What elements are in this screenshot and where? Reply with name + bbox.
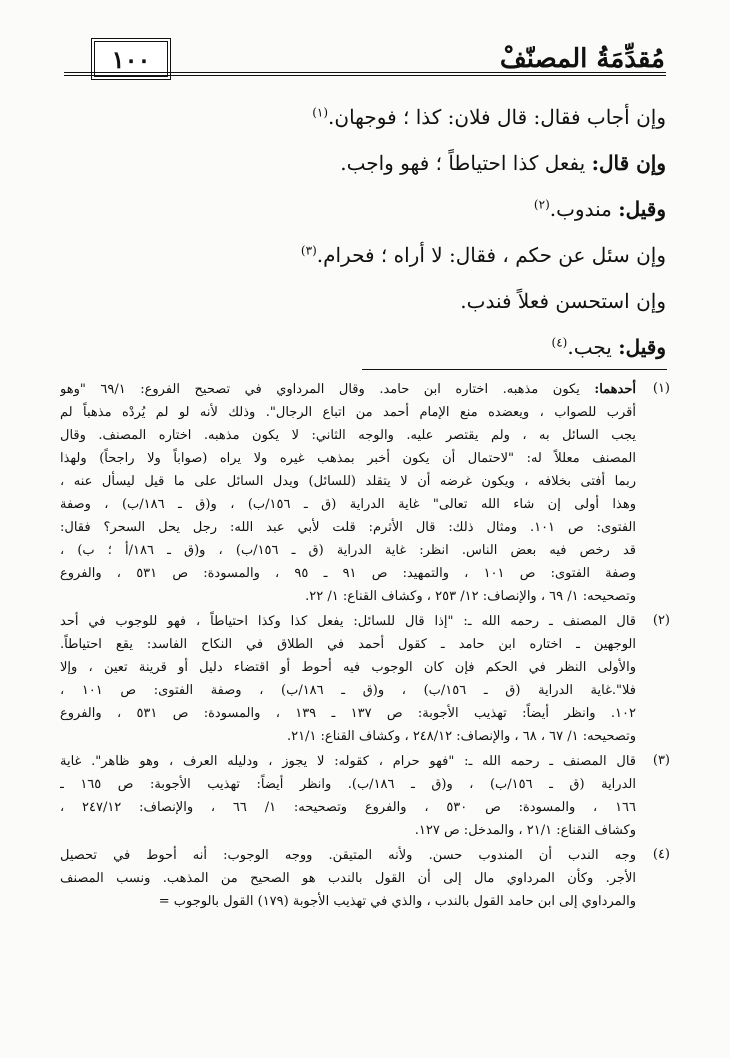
footnote bbox=[60, 378, 670, 608]
footnote-line bbox=[60, 516, 636, 539]
footnote-body bbox=[60, 750, 636, 842]
line-text: يفعل كذا احتياطاً ؛ فهو واجب. bbox=[340, 151, 592, 175]
footnote-line bbox=[60, 702, 636, 725]
footnote-line bbox=[60, 819, 636, 842]
footnote-line bbox=[60, 844, 636, 867]
footnote-text: يكون مذهبه. اختاره ابن حامد. وقال المرداوي في تصحيح الفروع: ٦٩/١ "وهو bbox=[60, 382, 595, 397]
footnote-line bbox=[60, 447, 636, 470]
line-text: مندوب. bbox=[549, 197, 619, 221]
footnote-marker[interactable]: (٢) bbox=[533, 197, 550, 212]
footnote-number: (٢) bbox=[652, 613, 670, 628]
main-line bbox=[100, 278, 666, 324]
footnote-line bbox=[60, 633, 636, 656]
footnote-text: الفتوى: ص ١٠١. ومثال ذلك: قال الأثرم: قلت لأبي عبد الله: رجل يحل السحر؟ فقال: bbox=[60, 520, 636, 535]
footnote-line bbox=[60, 470, 636, 493]
footnote-text: وكشاف القناع: ٢١/١ ، والمدخل: ص ١٢٧. bbox=[414, 823, 636, 838]
line-text: وإن أجاب فقال: قال فلان: كذا ؛ فوجهان. bbox=[328, 105, 666, 129]
line-lead: وقيل: bbox=[618, 197, 666, 221]
footnote-marker[interactable]: (١) bbox=[312, 105, 329, 120]
footnote-text: قال المصنف ـ رحمه الله ـ: "إذا قال للسائل: يفعل كذا وكذا احتياطاً ، فهو للوجوب في أحد bbox=[60, 614, 636, 629]
main-text bbox=[100, 94, 666, 370]
footnote-number: (٤) bbox=[652, 847, 670, 862]
footnote-text: وجه الندب أن المندوب حسن. ولأنه المتيقن. ووجه الوجوب: أنه أحوط في تحصيل bbox=[60, 848, 636, 863]
footnote-line bbox=[60, 679, 636, 702]
footnotes bbox=[60, 378, 670, 915]
main-line bbox=[100, 324, 666, 370]
running-title: مُقدِّمَةُ المصنّفْ bbox=[499, 44, 665, 74]
footnote-lead: أحدهما: bbox=[594, 382, 636, 397]
footnote-text: ربما أفتى بخلافه ، ويكون غرضه أن لا يتقلد (للسائل) ويدل السائل على ما قيل ليسأل عنه ، bbox=[60, 474, 636, 489]
footnote-text: الوجهين ـ اختاره ابن حامد ـ كقول أحمد في الطلاق في النكاح الفاسد: يقع احتياطاً. bbox=[60, 637, 636, 652]
footnote-line bbox=[60, 539, 636, 562]
footnote-number: (٣) bbox=[652, 753, 670, 768]
footnote-line bbox=[60, 562, 636, 585]
footnote-separator bbox=[362, 369, 667, 370]
header-rule bbox=[64, 72, 666, 76]
footnote-line bbox=[60, 585, 636, 608]
footnote-marker[interactable]: (٤) bbox=[551, 335, 568, 350]
footnote-text: وصفة الفتوى: ص ١٠١ ، والتمهيد: ص ٩١ ـ ٩٥ ، والمسودة: ص ٥٣١ ، والفروع bbox=[60, 566, 636, 581]
main-line bbox=[100, 186, 666, 232]
footnote-line bbox=[60, 890, 636, 913]
footnote-text: أقرب للصواب ، ويعضده منع الإمام أحمد من اتباع الرجال". وذلك لأنه لو لم يُردْه مذهباً لم bbox=[60, 405, 636, 420]
footnote bbox=[60, 750, 670, 842]
footnote-body bbox=[60, 610, 636, 748]
line-text: وإن سئل عن حكم ، فقال: لا أراه ؛ فحرام. bbox=[316, 243, 666, 267]
footnote-body bbox=[60, 378, 636, 608]
footnote-text: قال المصنف ـ رحمه الله ـ: "فهو حرام ، كقوله: لا يجوز ، ودليله العرف ، وهو ظاهر". غاية bbox=[60, 754, 636, 769]
footnote-text: ١٦٦ ، والمسودة: ص ٥٣٠ ، والفروع وتصحيحه: ١/ ٦٦ ، والإنصاف: ٢٤٧/١٢ ، bbox=[60, 800, 636, 815]
footnote-text: الأجر. وكأن المرداوي مال إلى أن القول بالندب هو الصحيح من المذهب. ونسب المصنف bbox=[60, 871, 636, 886]
footnote bbox=[60, 844, 670, 913]
footnote-number: (١) bbox=[652, 381, 670, 396]
footnote-line bbox=[60, 656, 636, 679]
footnote-text: وتصحيحه: ١/ ٦٩ ، والإنصاف: ١٢/ ٢٥٣ ، وكشاف القناع: ١/ ٢٢. bbox=[305, 589, 636, 604]
footnote-line bbox=[60, 424, 636, 447]
footnote-marker[interactable]: (٣) bbox=[300, 243, 317, 258]
footnote-line bbox=[60, 750, 636, 773]
line-lead: وقيل: bbox=[618, 335, 666, 359]
footnote-text: والمرداوي إلى ابن حامد القول بالندب ، والذي في تهذيب الأجوبة (١٧٩) القول بالوجوب = bbox=[158, 894, 636, 909]
footnote-text: الدراية (ق ـ ١٥٦/ب) ، و(ق ـ ١٨٦/ب). وانظر أيضاً: تهذيب الأجوبة: ص ١٦٥ ـ bbox=[60, 777, 636, 792]
line-text: يجب. bbox=[567, 335, 619, 359]
footnote-text: قد رخص فيه بعض الناس. انظر: غاية الدراية (ق ـ ١٥٦/ب) ، و(ق ـ ١٨٦/أ ؛ ب) ، bbox=[60, 543, 636, 558]
footnote-text: يجب السائل به ، ولم يقتصر عليه. والوجه الثاني: لا يكون مذهبه. اختاره المصنف. وقال bbox=[60, 428, 636, 443]
page-number: ١٠٠ bbox=[91, 38, 171, 80]
main-line bbox=[100, 232, 666, 278]
footnote-line bbox=[60, 401, 636, 424]
footnote bbox=[60, 610, 670, 748]
footnote-text: وتصحيحه: ١/ ٦٧ ، ٦٨ ، والإنصاف: ٢٤٨/١٢ ، وكشاف القناع: ٢١/١. bbox=[286, 729, 636, 744]
footnote-text: والأولى النظر في الحكم فإن كان الوجوب فيه أحوط أو اقتضاء دليل أو قرينة تعين ، وإلا bbox=[60, 660, 636, 675]
main-line bbox=[100, 140, 666, 186]
footnote-line bbox=[60, 493, 636, 516]
footnote-line bbox=[60, 796, 636, 819]
footnote-text: المصنف معللاً له: "لاحتمال أن يكون أخبر بمذهب غيره ولا يراه (صواباً ولا راجحاً) ولهذا bbox=[60, 451, 636, 466]
footnote-line bbox=[60, 773, 636, 796]
footnote-body bbox=[60, 844, 636, 913]
line-lead: وإن قال: bbox=[591, 151, 666, 175]
footnote-line bbox=[60, 378, 636, 401]
line-text: وإن استحسن فعلاً فندب. bbox=[460, 289, 666, 313]
footnote-text: ١٠٢. وانظر أيضاً: تهذيب الأجوبة: ص ١٣٧ ـ ١٣٩ ، والمسودة: ص ٥٣١ ، والفروع bbox=[60, 706, 636, 721]
footnote-line bbox=[60, 725, 636, 748]
footnote-text: فلا".غاية الدراية (ق ـ ١٥٦/ب) ، و(ق ـ ١٨٦/ب) ، وصفة الفتوى: ص ١٠١ ، bbox=[60, 683, 636, 698]
main-line bbox=[100, 94, 666, 140]
footnote-text: وهذا أولى إن شاء الله تعالى" غاية الدراية (ق ـ ١٥٦/ب) ، و(ق ـ ١٨٦/ب) ، وصفة bbox=[60, 497, 636, 512]
footnote-line bbox=[60, 610, 636, 633]
footnote-line bbox=[60, 867, 636, 890]
